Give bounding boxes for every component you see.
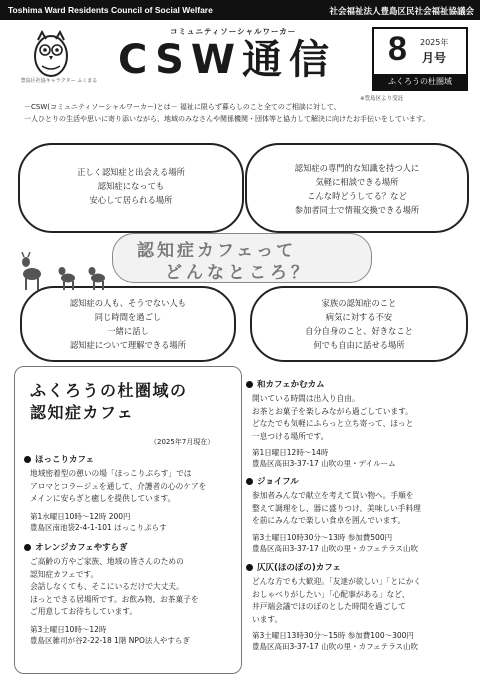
cafe-desc: ご高齢の方やご家族、地域の皆さんのための — [30, 557, 184, 566]
cafe-desc: 一息つける場所です。 — [252, 431, 329, 441]
bubble-text: こんな時どうしてる？など — [307, 191, 407, 201]
center-title-line-1: 認知症カフェって — [137, 241, 297, 261]
center-title-line-2: どんなところ？ — [165, 263, 312, 283]
bubble-text: 何でも自由に話せる場所 — [313, 340, 405, 350]
org-name-japanese: 社会福祉法人豊島区民社会福祉協議会 — [329, 7, 474, 17]
cafe-address: 豊島区雑司が谷2-22-18 1階 NPO法人やすらぎ — [30, 635, 190, 645]
org-name-english: Toshima Ward Residents Council of Social Welfare — [8, 5, 213, 15]
masthead-subtitle: コミュニティソーシャルワーカー — [170, 27, 297, 36]
bullet-icon — [246, 381, 253, 388]
cafe-section-kamukamu — [246, 378, 474, 469]
bubble-text: 認知症について理解できる場所 — [70, 340, 186, 350]
bubble-text: 認知症の専門的な知識を持つ人に — [294, 163, 420, 173]
cafe-section-honobono — [246, 561, 474, 652]
center-title-band — [112, 233, 372, 283]
issue-area: ふくろうの杜圏域 — [374, 74, 466, 89]
cafe-schedule: 第1日曜日12時～14時 — [252, 448, 329, 457]
cafe-desc: を前にみんなで楽しい食卓を囲んでいます。 — [252, 516, 406, 525]
cafe-desc: 井戸端会議でほのぼのとした時間を過ごして — [252, 602, 406, 611]
bubble-top-right — [245, 143, 469, 233]
cafe-desc: 会話しなくても、そこにいるだけで大丈夫。 — [30, 582, 184, 591]
cafe-name — [246, 561, 474, 573]
cafe-name — [24, 453, 236, 465]
mascot-caption: 豊島区社協キャラクター ふくまる — [20, 78, 98, 84]
bubble-text: 認知症になっても — [97, 181, 165, 191]
cafe-address: 豊島区南池袋2-4-1-101 ほっこりぷらす — [30, 522, 167, 532]
masthead-title: CSW通信 — [118, 37, 337, 83]
cafe-desc: どんな方でも大歓迎。「友達が欲しい」「とにかく — [252, 577, 422, 586]
cafe-name — [246, 475, 474, 487]
deer-illustration-icon — [18, 252, 113, 292]
bullet-icon — [24, 456, 31, 463]
cafe-name-text: 仄仄(ほのぼの)カフェ — [257, 563, 341, 573]
cafe-address: 豊島区高田3-37-17 山吹の里・カフェテラス山吹 — [252, 543, 419, 553]
cafe-desc: どなたでも気軽にふらっと立ち寄って、ほっと — [252, 419, 414, 428]
bubble-text: 病気に対する不安 — [325, 312, 393, 322]
cafe-desc: 認知症カフェです。 — [30, 569, 99, 579]
cafe-desc: 地域密着型の憩いの場「ほっこりぷらす」では — [30, 469, 192, 478]
bubble-bottom-right — [250, 286, 468, 362]
cafe-address: 豊島区高田3-37-17 山吹の里・カフェテラス山吹 — [252, 642, 419, 651]
bubble-text: 家族の認知症のこと — [321, 298, 397, 308]
header-bar — [0, 0, 480, 20]
bullet-icon — [24, 544, 31, 551]
issue-suffix: 月号 — [422, 51, 447, 65]
cafe-desc: ご用意してお待ちしています。 — [30, 607, 138, 616]
cafe-name-text: ほっこりカフェ — [35, 455, 95, 465]
bubble-text: 安心して居られる場所 — [89, 195, 173, 205]
cafe-address: 豊島区高田3-37-17 山吹の里・デイルーム — [252, 459, 396, 468]
cafe-schedule: 第3土曜日10時30分～13時 参加費500円 — [252, 532, 393, 542]
cafe-desc: 開いている時間は出入り自由。 — [252, 394, 360, 403]
cafe-name-text: ジョイフル — [257, 477, 299, 487]
bubble-text: 自分自身のこと、好きなこと — [305, 326, 413, 336]
cafe-desc: アロマとコラージュを通して、介護者の心のケアを — [30, 481, 207, 491]
cafe-desc: ほっとできる居場所です。お飲み物、お茶菓子を — [30, 594, 199, 604]
cafe-list-title-line-2: 認知症カフェ — [30, 403, 135, 422]
cafe-desc: います。 — [252, 614, 283, 624]
commission-note: ※豊島区より受託 — [360, 96, 404, 102]
intro-line-1: －CSW(コミュニティソーシャルワーカー)とは－ 福祉に限らず暮らしのこと全てのご相談に対して、 — [24, 103, 341, 111]
bubble-bottom-left — [20, 286, 236, 362]
bubble-top-left — [18, 143, 244, 233]
bubble-text: 気軽に相談できる場所 — [315, 177, 399, 187]
bullet-icon — [246, 478, 253, 485]
bubble-text: 認知症の人も、そうでない人も — [69, 298, 187, 308]
cafe-list-title — [30, 380, 188, 424]
cafe-desc: お茶とお菓子を楽しみながら過ごしています。 — [252, 406, 413, 416]
cafe-desc: 参加者みんなで献立を考えて買い物へ。手順を — [252, 491, 414, 500]
cafe-section-yasuragi — [24, 541, 236, 646]
cafe-desc: 整えて調理をし、器に盛りつけ、美味しい手料理 — [252, 503, 421, 513]
bubble-text: 一緒に話し — [107, 326, 149, 336]
cafe-section-joyful — [246, 475, 474, 554]
issue-year: 2025年 — [420, 38, 449, 47]
cafe-name-text: オレンジカフェやすらぎ — [35, 543, 128, 553]
cafe-schedule: 第3土曜日10時～12時 — [30, 624, 107, 634]
bubble-text: 同じ時間を過ごし — [94, 312, 162, 322]
cafe-schedule: 第3土曜日13時30分～15時 参加費100～300円 — [252, 631, 414, 640]
issue-month: 8 — [388, 30, 407, 68]
cafe-schedule: 第1水曜日10時～12時 200円 — [30, 511, 131, 521]
cafe-section-hokkori — [24, 453, 236, 533]
cafe-name — [246, 378, 474, 390]
intro-line-2: 一人ひとりの生活や思いに寄り添いながら、地域のみなさんや関係機関・団体等と協力して解決に向けたお手伝いをしています。 — [24, 115, 430, 123]
cafe-desc: メインに安らぎと癒しを提供しています。 — [30, 494, 176, 503]
cafe-list-title-line-1: ふくろうの杜圏域の — [30, 381, 188, 400]
cafe-name-text: 和カフェかむカム — [257, 380, 325, 390]
cafe-name — [24, 541, 236, 553]
bubble-text: 参加者同士で情報交換できる場所 — [294, 205, 420, 215]
bullet-icon — [246, 564, 253, 571]
owl-mascot-icon — [30, 30, 72, 78]
issue-box — [372, 27, 468, 91]
bubble-text: 正しく認知症と出会える場所 — [77, 167, 185, 177]
cafe-desc: おしゃべりがしたい」「心配事がある」など、 — [252, 589, 410, 599]
as-of-date: （2025年7月現在） — [150, 438, 215, 446]
